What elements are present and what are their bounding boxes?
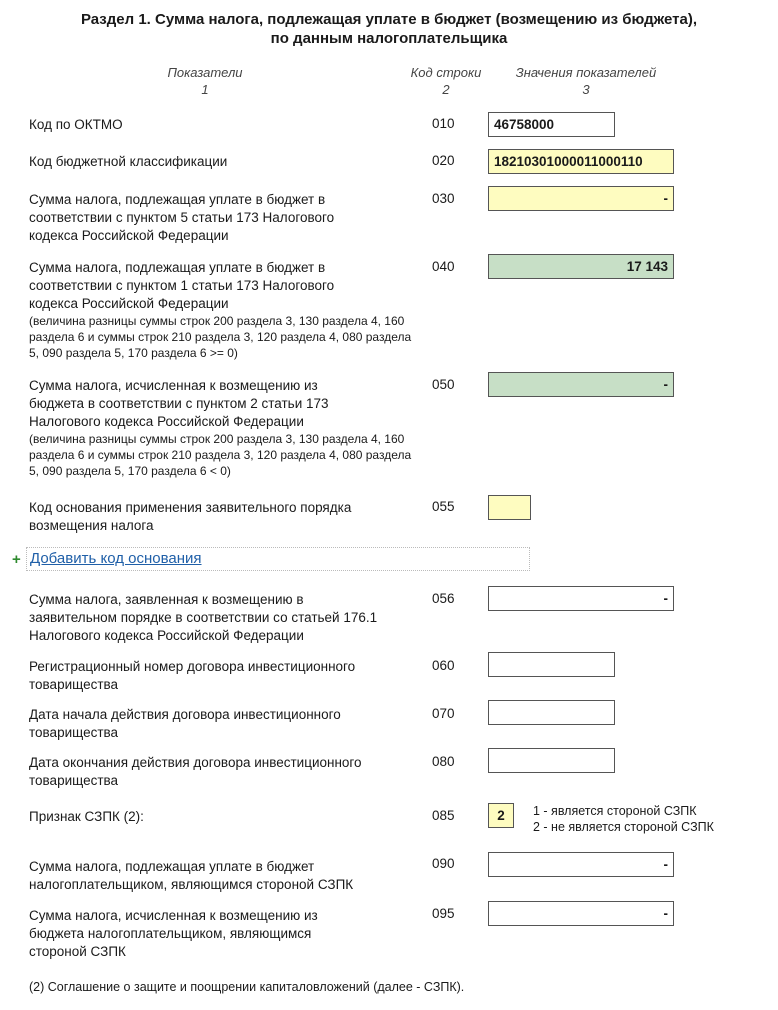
code-040: 040 (432, 259, 455, 274)
contract-number-field[interactable] (488, 652, 615, 677)
add-basis-code-link[interactable]: Добавить код основания (30, 550, 202, 567)
szpk-legend-1: 1 - является стороной СЗПК (533, 804, 697, 818)
header-values-label: Значения показателей (515, 65, 657, 80)
footnote: (2) Соглашение о защите и поощрении капиталовложений (далее - СЗПК). (29, 980, 465, 994)
code-060: 060 (432, 658, 455, 673)
label-090: Сумма налога, подлежащая уплате в бюджет налогоплательщиком, являющимся стороной СЗПК (29, 859, 354, 892)
label-080: Дата окончания действия договора инвестиционного товарищества (29, 755, 362, 788)
label-020: Код бюджетной классификации (29, 154, 228, 169)
header-indicators-num: 1 (201, 82, 209, 97)
label-056: Сумма налога, заявленная к возмещению в заявительном порядке в соответствии со статьей 176.1 Налогового кодекса Российской Федерации (29, 592, 378, 643)
header-indicators (150, 64, 260, 98)
code-095: 095 (432, 906, 455, 921)
section-title-line2: по данным налогоплательщика (270, 30, 508, 47)
plus-icon[interactable]: + (12, 551, 21, 568)
header-code-label: Код строки (410, 65, 482, 80)
code-055: 055 (432, 499, 455, 514)
code-050: 050 (432, 377, 455, 392)
code-080: 080 (432, 754, 455, 769)
szpk-legend-2: 2 - не является стороной СЗПК (533, 820, 714, 834)
code-070: 070 (432, 706, 455, 721)
header-values-num: 3 (582, 82, 590, 97)
contract-start-field[interactable] (488, 700, 615, 725)
szpk-tax-refund-field[interactable]: - (488, 901, 674, 926)
code-085: 085 (432, 808, 455, 823)
code-010: 010 (432, 116, 455, 131)
label-070: Дата начала действия договора инвестиционного товарищества (29, 707, 341, 740)
label-050 (29, 377, 414, 479)
label-040-note: (величина разницы суммы строк 200 раздела 3, 130 раздела 4, 160 раздела 6 и суммы строк 210 раздела 3, 120 раздела 4, 080 раздела 5, 090 раздела 5, 170 раздела 6 >= 0) (29, 314, 412, 360)
code-020: 020 (432, 153, 455, 168)
label-085: Признак СЗПК (2): (29, 809, 144, 824)
section-title-line1: Раздел 1. Сумма налога, подлежащая уплате в бюджет (возмещению из бюджета), (80, 11, 698, 28)
oktmo-field[interactable]: 46758000 (488, 112, 615, 137)
code-030: 030 (432, 191, 455, 206)
tax-p1-field[interactable]: 17 143 (488, 254, 674, 279)
header-indicators-label: Показатели (167, 65, 243, 80)
szpk-flag-field[interactable]: 2 (488, 803, 514, 828)
code-090: 090 (432, 856, 455, 871)
szpk-legend (533, 803, 714, 835)
basis-code-field[interactable] (488, 495, 531, 520)
label-030: Сумма налога, подлежащая уплате в бюджет в соответствии с пунктом 5 статьи 173 Налогового кодекса Российской Федерации (29, 192, 335, 243)
label-060: Регистрационный номер договора инвестиционного товарищества (29, 659, 356, 692)
label-010: Код по ОКТМО (29, 117, 123, 132)
header-code-num: 2 (442, 82, 450, 97)
code-056: 056 (432, 591, 455, 606)
label-050-note: (величина разницы суммы строк 200 раздела 3, 130 раздела 4, 160 раздела 6 и суммы строк 210 раздела 3, 120 раздела 4, 080 раздела 5, 090 раздела 5, 170 раздела 6 < 0) (29, 432, 412, 478)
header-values (496, 64, 676, 98)
kbk-field[interactable]: 18210301000011000110 (488, 149, 674, 174)
label-040-text: Сумма налога, подлежащая уплате в бюджет в соответствии с пунктом 1 статьи 173 Налогового кодекса Российской Федерации (29, 260, 335, 311)
label-055: Код основания применения заявительного порядка возмещения налога (29, 500, 352, 533)
label-050-text: Сумма налога, исчисленная к возмещению из бюджета в соответствии с пунктом 2 статьи 173 Налогового кодекса Российской Федерации (29, 378, 329, 429)
section-title (0, 10, 778, 48)
szpk-tax-due-field[interactable]: - (488, 852, 674, 877)
header-code (398, 64, 494, 98)
label-095: Сумма налога, исчисленная к возмещению из бюджета налогоплательщиком, являющимся стороной СЗПК (29, 908, 318, 959)
declared-refund-field[interactable]: - (488, 586, 674, 611)
contract-end-field[interactable] (488, 748, 615, 773)
tax-refund-field[interactable]: - (488, 372, 674, 397)
label-040 (29, 259, 414, 361)
tax-p5-field[interactable]: - (488, 186, 674, 211)
